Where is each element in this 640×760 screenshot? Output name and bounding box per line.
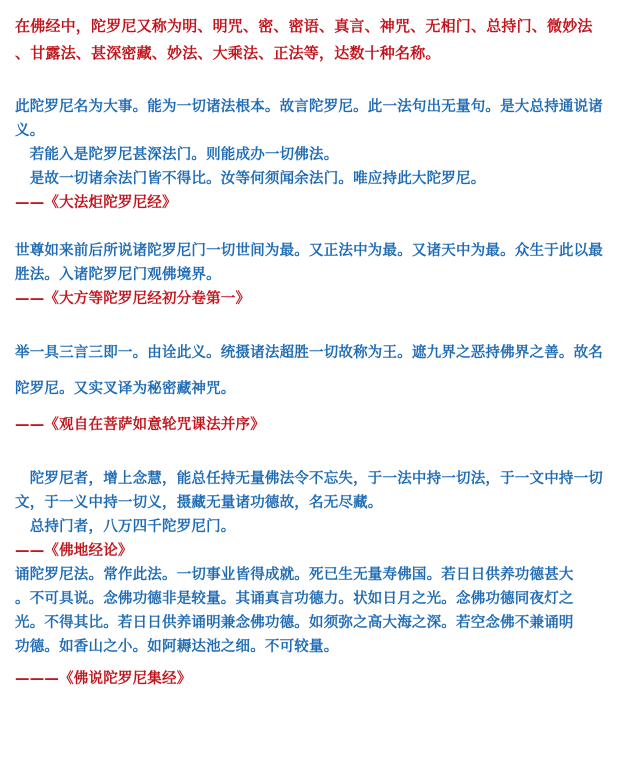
quote-line: 胜法。入诸陀罗尼门观佛境界。	[15, 267, 221, 283]
quote-line: 陀罗尼者，增上念慧，能总任持无量佛法令不忘失，于一法中持一切法，于一文中持一切	[15, 471, 603, 487]
quote-line: 光。不得其比。若日日供养诵明兼念佛功德。如须弥之高大海之深。若空念佛不兼诵明	[15, 615, 574, 631]
quote-line: 陀罗尼。又实叉译为秘密藏神咒。	[15, 381, 236, 397]
source-citation: ——《大法炬陀罗尼经》	[15, 195, 177, 211]
intro-line-1: 在佛经中，陀罗尼又称为明、明咒、密、密语、真言、神咒、无相门、总持门、微妙法	[15, 17, 593, 35]
quote-line: 举一具三言三即一。由诠此义。统摄诸法超胜一切故称为王。遮九界之恶持佛界之善。故名	[15, 345, 603, 361]
quote-line: 诵陀罗尼法。常作此法。一切事业皆得成就。死已生无量寿佛国。若日日供养功德甚大	[15, 567, 574, 583]
quote-line: 若能入是陀罗尼甚深法门。则能成办一切佛法。	[15, 147, 339, 163]
intro-line-2: 、甘露法、甚深密藏、妙法、大乘法、正法等，达数十种名称。	[15, 44, 441, 62]
quote-line: 总持门者，八万四千陀罗尼门。	[15, 519, 236, 535]
quote-line: 。不可具说。念佛功德非是较量。其诵真言功德力。状如日月之光。念佛功德同夜灯之	[15, 591, 574, 607]
quote-line: 功德。如香山之小。如阿耨达池之细。不可较量。	[15, 639, 339, 655]
source-citation: ——《佛地经论》	[15, 543, 133, 559]
source-citation: ——《观自在菩萨如意轮咒课法并序》	[15, 417, 265, 433]
source-citation: ———《佛说陀罗尼集经》	[15, 671, 192, 687]
quote-line: 世尊如来前后所说诸陀罗尼门一切世间为最。又正法中为最。又诸天中为最。众生于此以最	[15, 243, 603, 259]
quote-line: 是故一切诸余法门皆不得比。汝等何须闻余法门。唯应持此大陀罗尼。	[15, 171, 486, 187]
quote-line: 义。	[15, 123, 45, 139]
source-citation: ——《大方等陀罗尼经初分卷第一》	[15, 291, 251, 307]
quote-line: 此陀罗尼名为大事。能为一切诸法根本。故言陀罗尼。此一法句出无量句。是大总持通说诸	[15, 99, 603, 115]
quote-line: 文，于一义中持一切义，摄藏无量诸功德故，名无尽藏。	[15, 495, 383, 511]
